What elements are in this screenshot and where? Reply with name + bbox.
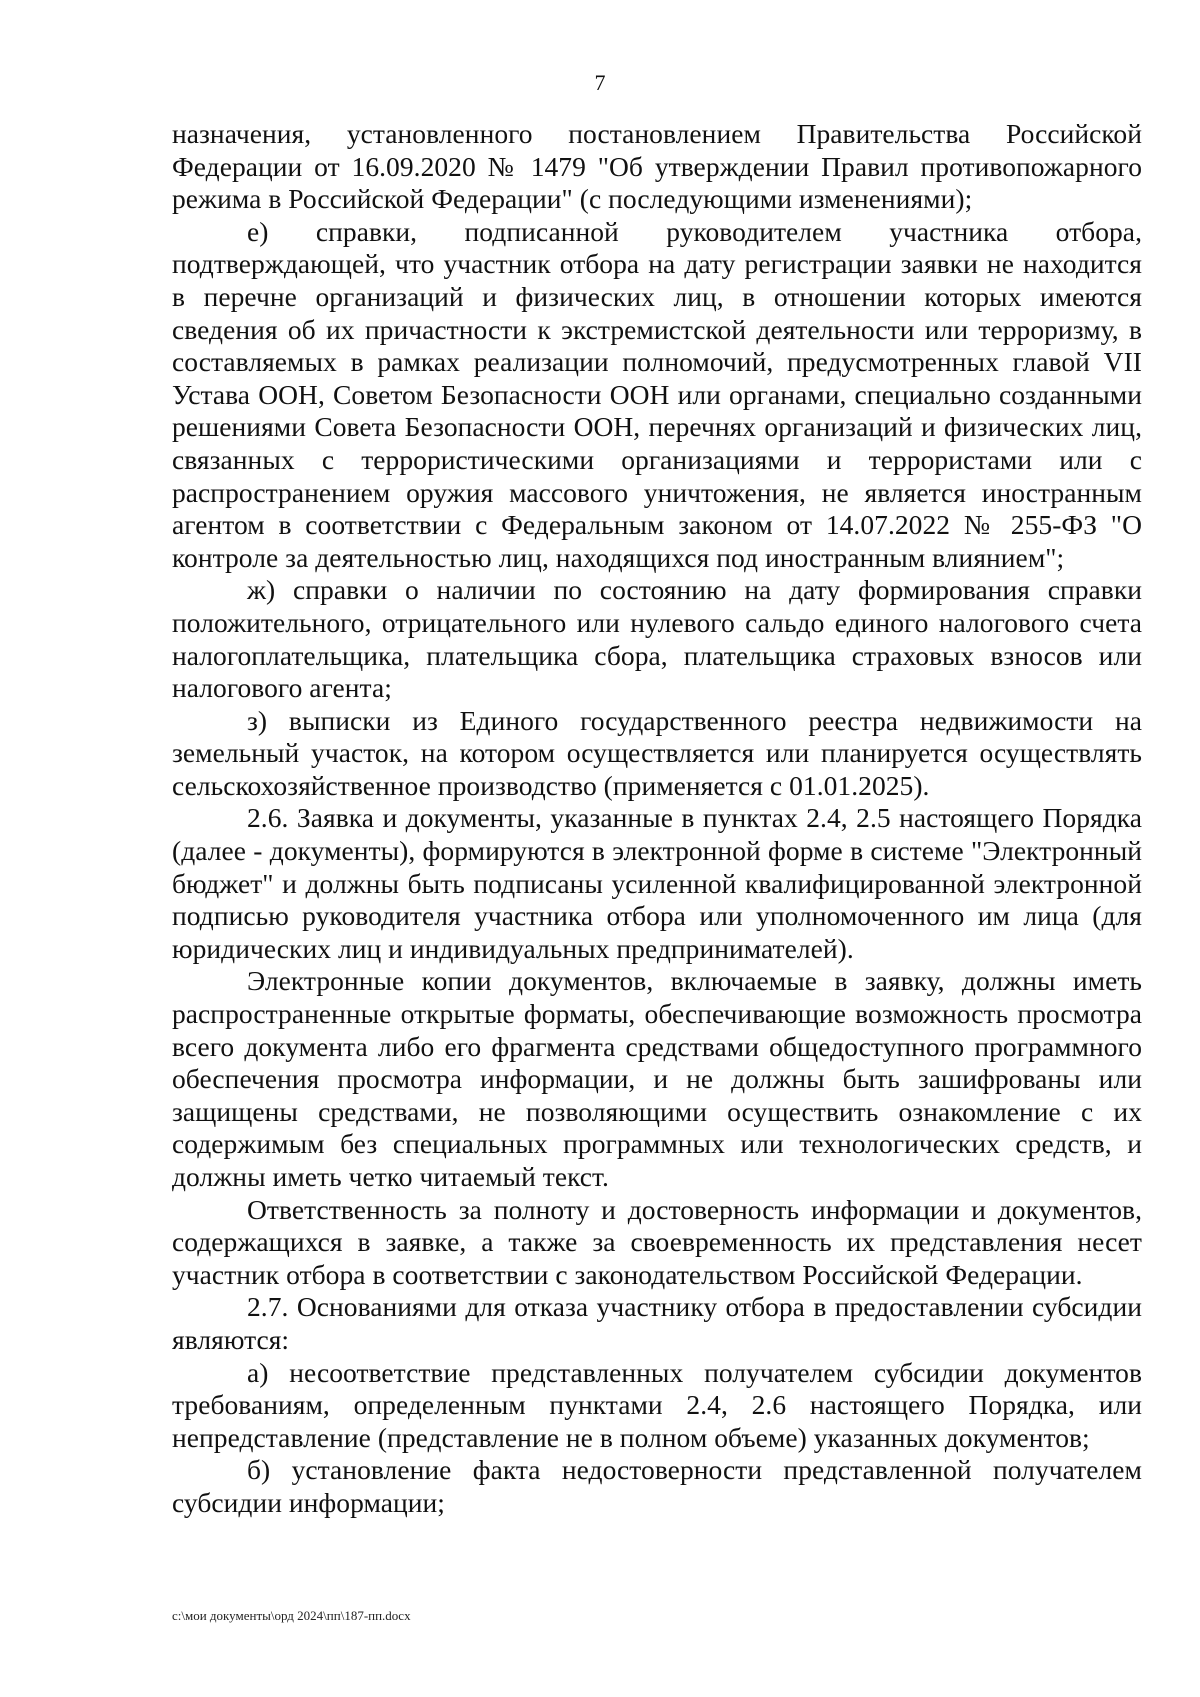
paragraph-item-a: а) несоответствие представленных получателем субсидии документов требованиям, определенным пунктами 2.4, 2.6 настоящего Порядка, или непредставление (представление не в полном объеме) указанных документов; [172, 1356, 1142, 1453]
paragraph-item-e: е) справки, подписанной руководителем участника отбора, подтверждающей, что участник отбора на дату регистрации заявки не находится в перечне организаций и физических лиц, в отношении которых имеются сведения об их причастности к экстремистской деятельности или терроризму, в составляемых в рамках реализации полномочий, предусмотренных главой VII Устава ООН, Советом Безопасности ООН или органами, специально созданными решениями Совета Безопасности ООН, перечнях организаций и физических лиц, связанных с террористическими организациями и террористами или с распространением оружия массового уничтожения, не является иностранным агентом в соответствии с Федеральным законом от 14.07.2022 № 255-ФЗ "О контроле за деятельностью лиц, находящихся под иностранным влиянием"; [172, 215, 1142, 573]
paragraph-item-zh: ж) справки о наличии по состоянию на дату формирования справки положительного, отрицательного или нулевого сальдо единого налогового счета налогоплательщика, плательщика сбора, плательщика страховых взносов или налогового агента; [172, 574, 1142, 704]
paragraph-item-z: з) выписки из Единого государственного реестра недвижимости на земельный участок, на котором осуществляется или планируется осуществлять сельскохозяйственное производство (применяется с 01.01.2025). [172, 704, 1142, 801]
footer-file-path: c:\мои документы\орд 2024\пп\187-пп.docx [172, 1608, 411, 1623]
paragraph-responsibility: Ответственность за полноту и достоверность информации и документов, содержащихся в заявке, а также за своевременность их представления несет участник отбора в соответствии с законодательством Российской Федерации. [172, 1193, 1142, 1290]
page-number: 7 [594, 70, 606, 95]
paragraph-clause-2-7: 2.7. Основаниями для отказа участнику отбора в предоставлении субсидии являются: [172, 1291, 1142, 1355]
paragraph-clause-2-6: 2.6. Заявка и документы, указанные в пунктах 2.4, 2.5 настоящего Порядка (далее - документы), формируются в электронной форме в системе "Электронный бюджет" и должны быть подписаны усиленной квалифицированной электронной подписью руководителя участника отбора или уполномоченного им лица (для юридических лиц и индивидуальных предпринимателей). [172, 802, 1142, 964]
paragraph-continuation: назначения, установленного постановлением Правительства Российской Федерации от 16.09.2020 № 1479 "Об утверждении Правил противопожарного режима в Российской Федерации" (с последующими изменениями); [172, 118, 1142, 215]
paragraph-electronic-copies: Электронные копии документов, включаемые в заявку, должны иметь распространенные открытые форматы, обеспечивающие возможность просмотра всего документа либо его фрагмента средствами общедоступного программного обеспечения просмотра информации, и не должны быть зашифрованы или защищены средствами, не позволяющими осуществить ознакомление с их содержимым без специальных программных или технологических средств, и должны иметь четко читаемый текст. [172, 965, 1142, 1192]
document-body [172, 118, 1142, 1520]
paragraph-item-b: б) установление факта недостоверности представленной получателем субсидии информации; [172, 1454, 1142, 1518]
